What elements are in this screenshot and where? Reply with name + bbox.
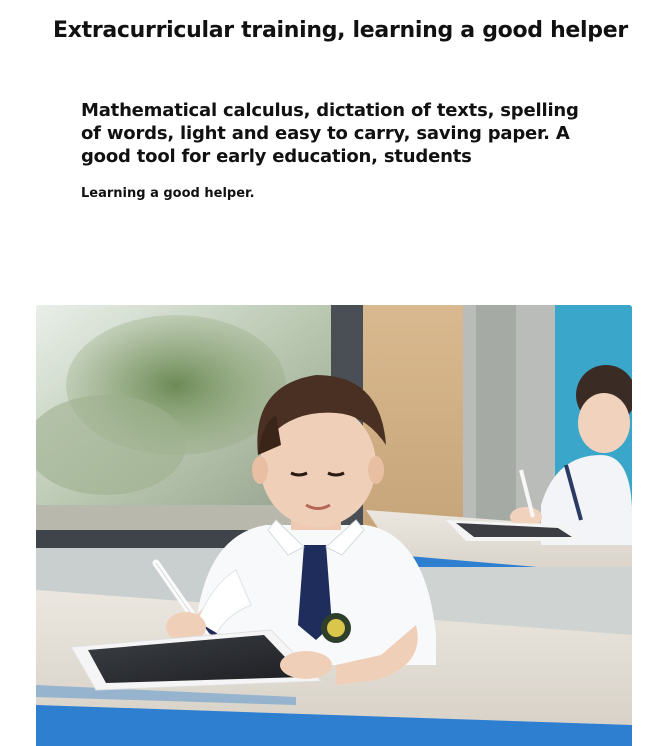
product-description-tail: Learning a good helper. <box>81 186 255 201</box>
product-photo-children-writing <box>36 305 632 746</box>
product-description: Mathematical calculus, dictation of texts, spelling of words, light and easy to carry, saving paper. A good tool for early education, students <box>81 100 579 167</box>
page-headline: Extracurricular training, learning a good helper <box>53 18 628 43</box>
